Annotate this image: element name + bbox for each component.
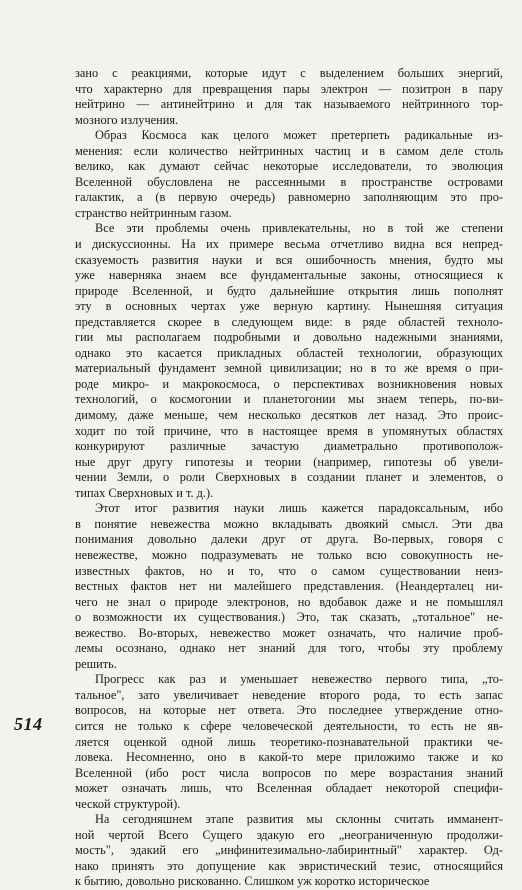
text-line: чении Земли, о роли Сверхновых в создании планет и элементов, о (75, 470, 503, 485)
text-line: гии мы располагаем подробными и довольно надежными знаниями, (75, 330, 503, 345)
paragraph (75, 221, 503, 501)
text-line: природе Вселенной, и будто дальнейшие открытия лишь пополнят (75, 283, 503, 298)
text-line: нако принять это допущение как эвристический тезис, относящийся (75, 858, 503, 873)
paragraph (75, 812, 503, 890)
paragraph (75, 66, 503, 128)
text-line: решить. (75, 656, 117, 671)
text-line: к бытию, довольно рискованно. Слишком уж коротко историческое (75, 874, 430, 889)
text-line: странство нейтринным газом. (75, 205, 232, 220)
text-line: менения: если количество нейтринных частиц и в самом деле столь (75, 143, 503, 158)
text-line: ной чертой Всего Сущего эдакую его „неограниченную продолжи- (75, 827, 503, 842)
text-line: Этот итог развития науки лишь кажется парадоксальным, ибо (95, 501, 503, 516)
text-line: галактик, а (в первую очередь) равномерно заполняющим это про- (75, 190, 503, 205)
text-line: роде микро- и макрокосмоса, о перспективах возникновения новых (75, 376, 503, 391)
text-line: ляется оценкой одной лишь теоретико-познавательной практики че- (75, 734, 503, 749)
text-line: мозного излучения. (75, 112, 179, 127)
text-line: вестных фактов нет ни малейшего представления. (Неандерталец ни- (75, 579, 503, 594)
text-line: Все эти проблемы очень привлекательны, но в той же степени (95, 221, 503, 236)
text-line: зано с реакциями, которые идут с выделением больших энергий, (75, 66, 503, 80)
text-line: Вселенной обусловлена не рассеянными в пространстве островами (75, 174, 503, 189)
text-line: в понятие невежества можно вкладывать двоякий смысл. Эти два (75, 516, 503, 531)
text-line: вопросов, на которые нет ответа. Это последнее утверждение отно- (75, 703, 503, 718)
text-line: сказуемость развития науки и вся ошибочность мнения, будто мы (75, 252, 503, 267)
text-line: нейтрино — антинейтрино и для так называемого нейтринного тор- (75, 97, 503, 112)
text-line: представляется скорее в следующем виде: в ряде областей техноло- (75, 314, 503, 329)
text-line: материальный фундамент земной цивилизации; но в то же время о при- (75, 361, 503, 376)
text-line: уже наверняка знаем все фундаментальные законы, относящиеся к (75, 268, 503, 283)
text-line: ловека. Несомненно, оно в какой-то мере приложимо также и ко (75, 750, 503, 765)
text-line: димому, даже меньше, чем несколько десятков лет назад. Это проис- (75, 408, 503, 423)
text-line: Образ Космоса как целого может претерпеть радикальные из- (95, 128, 503, 143)
text-line: вежество. Во-вторых, невежество может означать, что наличие проб- (75, 625, 503, 640)
text-line: тальное", зато увеличивает неведение второго рода, то есть запас (75, 687, 503, 702)
text-line: На сегодняшнем этапе развития мы склонны считать имманент- (95, 812, 503, 827)
page-number: 514 (14, 714, 43, 734)
text-line: может означать лишь, что Вселенная обладает некоторой специфи- (75, 781, 503, 796)
text-line: мость", эдакий его „инфинитезимально-лабиринтный" характер. Од- (75, 843, 503, 858)
body-text (75, 66, 503, 890)
paragraph (75, 672, 503, 812)
text-line: велико, как думают сейчас некоторые исследователи, то эволюция (75, 159, 503, 174)
text-line: ные друг другу гипотезы и теории (например, гипотезы об увели- (75, 454, 503, 469)
text-line: типах Сверхновых и т. д.). (75, 485, 214, 500)
paragraph (75, 128, 503, 221)
text-line: понимания довольно далеки друг от друга. Во-первых, говоря с (75, 532, 503, 547)
text-line: чего не знал о природе электронов, но вдобавок даже и не помышлял (75, 594, 503, 609)
text-line: эту в основных чертах уже верную картину. Нынешняя ситуация (75, 299, 503, 314)
text-line: невежестве, можно подразумевать не только всю совокупность не- (75, 547, 503, 562)
text-line: сится не только к сфере человеческой деятельности, то есть не яв- (75, 718, 503, 733)
text-line: и дискуссионны. На их примере весьма отчетливо видна вся непред- (75, 237, 503, 252)
text-line: Прогресс как раз и уменьшает невежество первого типа, „то- (95, 672, 503, 687)
text-line: технологий, о космогонии и планетогонии мы знаем теперь, по-ви- (75, 392, 503, 407)
text-line: однако это касается прикладных областей технологии, образующих (75, 345, 503, 360)
text-line: конкурируют различные зачастую диаметрально противополож- (75, 439, 503, 454)
text-line: Вселенной (ибо рост числа вопросов по мере возрастания знаний (75, 765, 503, 780)
text-line: ческой структурой). (75, 796, 181, 811)
text-line: что характерно для превращения пары электрон — позитрон в пару (75, 81, 503, 96)
text-line: ходит по той причине, что в настоящее время в упомянутых областях (75, 423, 503, 438)
text-line: лемы осознано, однако нет знаний для того, чтобы эту проблему (75, 641, 503, 656)
text-line: о возможности их существования.) Это, так сказать, „тотальное" не- (75, 610, 503, 625)
text-line: известных фактов, но и то, что о самом существовании неиз- (75, 563, 503, 578)
paragraph (75, 501, 503, 672)
